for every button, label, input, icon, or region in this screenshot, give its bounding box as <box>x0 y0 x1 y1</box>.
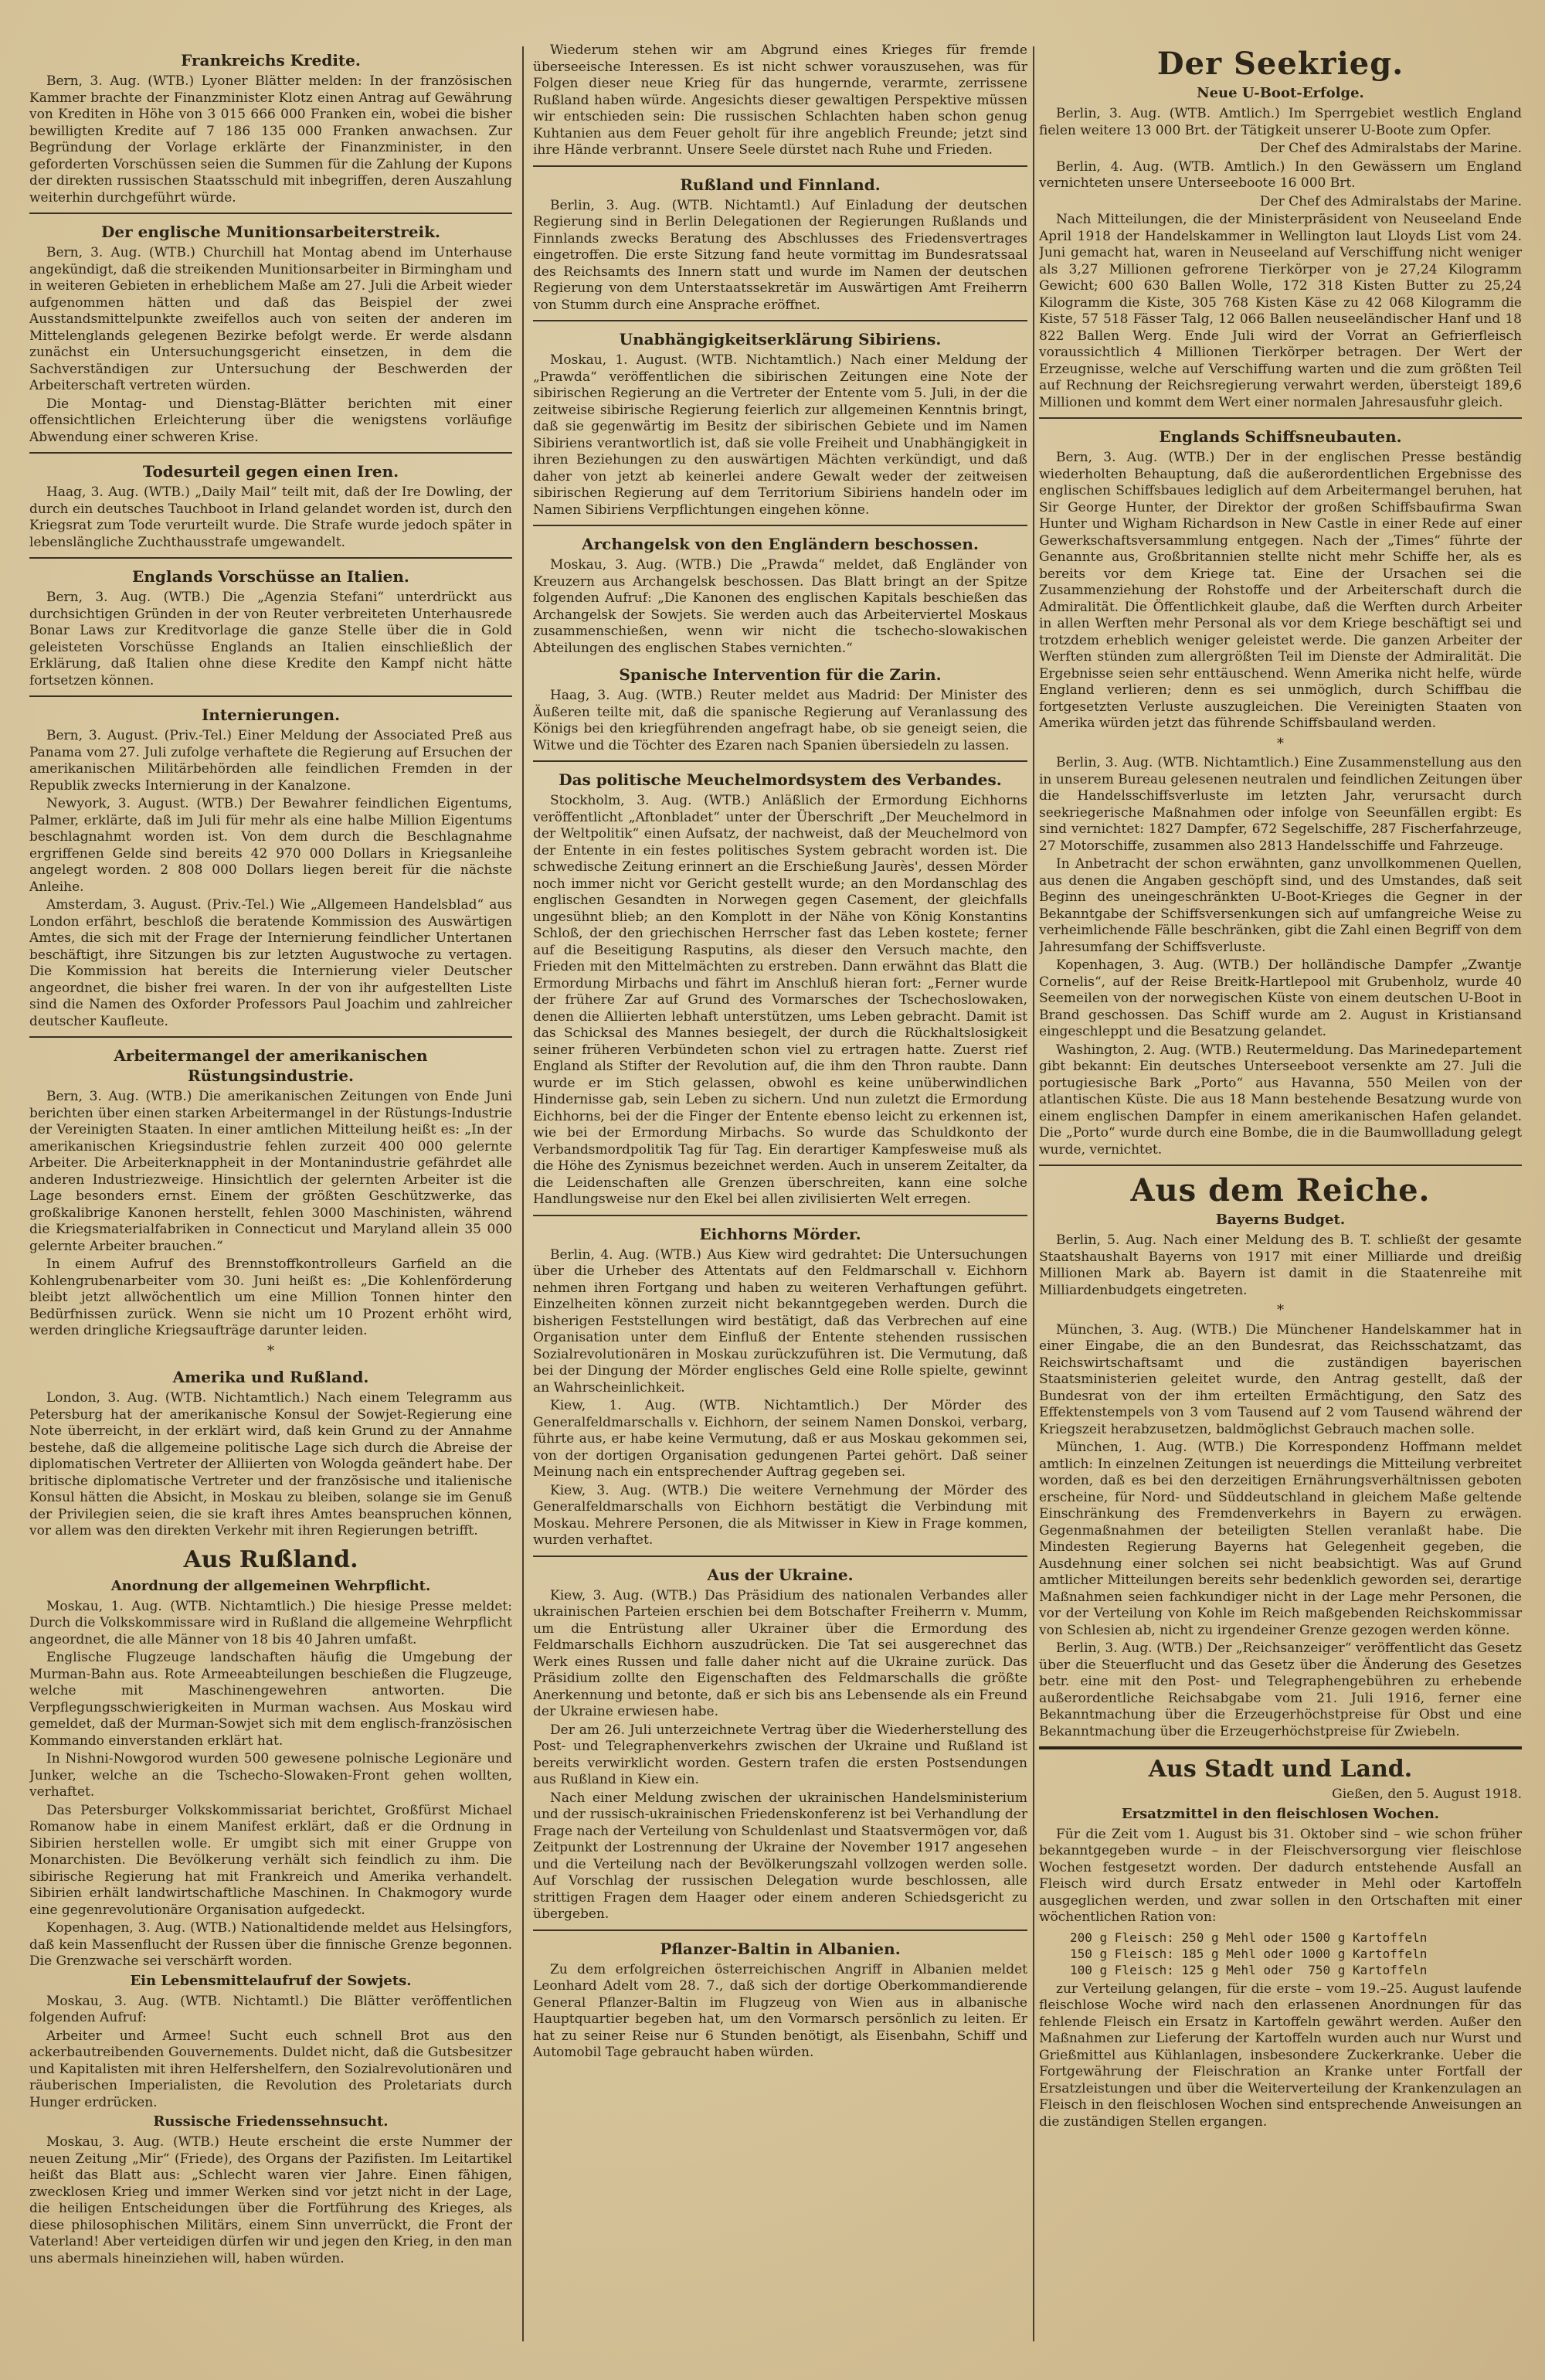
article-text: Englische Flugzeuge landschaften häufig die Umgebung der Murman-Bahn aus. Rote Armeeabteilungen beschießen die Flugzeuge, welche mit Maschinengewehren antworten. Die Verpflegungsschwierigkeiten in Murman wachsen. Aus Moskau wird gemeldet, daß der Murman-Sowjet sich mit dem englisch-französischen Kommando einverstanden erklärt hat. <box>29 1650 512 1749</box>
article-text: Berlin, 3. Aug. (WTB. Amtlich.) Im Sperrgebiet westlich England fielen weitere 13 000 Brt. der Tätigkeit unserer U-Boote zum Opfer. <box>1039 106 1522 138</box>
article-text: Nach Mitteilungen, die der Ministerpräsident von Neuseeland Ende April 1918 der Handelskammer in Wellington laut Lloyds List vom 24. Juni gemacht hat, waren in Neuseeland auf Verschiffung nicht weniger als 3,27 Millionen gefrorene Tierkörper von je 27,24 Kilogramm Gewicht; 600 630 Ballen Wolle, 172 318 Kisten Butter zu 25,24 Kilogramm die Kiste, 305 768 Kisten Käse zu 42 068 Kilogramm die Kiste, 57 518 Fässer Talg, 12 066 Ballen neuseeländischer Hanf und 18 822 Ballen Werg. Ende Juli wird der Vorrat an Gefrierfleisch voraussichtlich 4 Millionen Tierkörper betragen. Der Wert der Erzeugnisse, welche auf Verschiffung warten und die zum größten Teil auf Rechnung der Reichsregierung verwahrt werden, übersteigt 189,6 Millionen und kommt dem Wert einer normalen Jahresausfuhr gleich. <box>1039 212 1522 410</box>
article-text: Berlin, 3. Aug. (WTB. Nichtamtl.) Auf Einladung der deutschen Regierung sind in Berlin Delegationen der Regierungen Rußlands und Finnlands zwecks Beratung des Abschlusses des Friedensvertrages eingetroffen. Die erste Sitzung fand heute vormittag im Bundesratssaal des Reichsamts des Innern statt und wurde im Namen der deutschen Regierung von dem Unterstaatssekretär im Auswärtigen Amt Freiherrn von Stumm durch eine Ansprache eröffnet. <box>533 197 1027 313</box>
divider <box>1039 1164 1522 1166</box>
headline-archangelsk: Archangelsk von den Engländern beschossen. <box>582 535 979 553</box>
divider <box>533 760 1027 762</box>
article-text: Kiew, 1. Aug. (WTB. Nichtamtlich.) Der Mörder des Generalfeldmarschalls v. Eichhorn, der seinem Namen Donskoi, verbarg, führte aus, er habe keine Vermutung, daß er aus Moskau gekommen sei, von der dortigen Organisation gedungenen Partei gehört. Daß seiner Meinung nach ein entsprechender Auftrag gegeben sei. <box>533 1398 1027 1480</box>
column-rule <box>1033 46 1034 2341</box>
divider <box>1039 1746 1522 1749</box>
article-text: Moskau, 3. Aug. (WTB.) Die „Prawda“ meldet, daß Engländer von Kreuzern aus Archangelsk beschossen. Das Blatt bringt an der Spitze folgenden Aufruf: „Die Kanonen des englischen Kapitals beschießen das Archangelsk der Sowjets. Sie werden auch das Arbeiterviertel Moskaus zusammenschießen, wenn wir nicht die tschecho-slowakischen Abteilungen des englischen Stabes vernichten.“ <box>533 557 1027 656</box>
article-text: Bern, 3. August. (Priv.-Tel.) Einer Meldung der Associated Preß aus Panama vom 27. Juli zufolge verhaftete die Regierung auf Ersuchen der amerikanischen Militärbehörden alle feindlichen Fremden in der Republik zwecks Internierung in der Kanalzone. <box>29 728 512 794</box>
article-text: London, 3. Aug. (WTB. Nichtamtlich.) Nach einem Telegramm aus Petersburg hat der amerikanische Konsul der Sowjet-Regierung eine Note überreicht, in der erklärt wird, daß kein Grund zu der Annahme bestehe, daß die allgemeine politische Lage sich durch die Abreise der diplomatischen Vertreter der Alliierten von Wologda geändert habe. Der britische diplomatische Vertreter und der französische und italienische Konsul hätten die Absicht, in Moskau zu bleiben, solange sie im Genuß der Privilegien seien, die sie kraft ihres Amtes beanspruchen können, vor allem was den direkten Verkehr mit ihren Regierungen betrifft. <box>29 1390 512 1538</box>
article-text: Haag, 3. Aug. (WTB.) „Daily Mail“ teilt mit, daß der Ire Dowling, der durch ein deutsches Tauchboot in Irland gelandet worden ist, durch den Kriegsrat zum Tode verurteilt wurde. Die Strafe wurde jedoch später in lebenslängliche Zuchthausstrafe umgewandelt. <box>29 484 512 550</box>
headline-schiffsneubauten: Englands Schiffsneubauten. <box>1159 427 1402 446</box>
article-text: Bern, 3. Aug. (WTB.) Churchill hat Montag abend im Unterhause angekündigt, daß die streikenden Munitionsarbeiter in Birmingham und in weiteren Gebieten in erheblichem Maße am 27. Juli die Arbeit wieder aufgenommen hätten und daß das Beispiel der zwei Ausstandsmittelpunkte zweifellos auch von seiten der anderen im Mittelenglands gelegenen Bezirke befolgt werde. Er werde alsdann zunächst ein Untersuchungsgericht einsetzen, in dem die Sachverständigen zur Untersuchung der Beschwerden der Arbeiterschaft vertreten würden. <box>29 245 512 393</box>
article-text: München, 3. Aug. (WTB.) Die Münchener Handelskammer hat in einer Eingabe, die an den Bundesrat, das Reichsschatzamt, das Reichswirtschaftsamt und die zuständigen bayerischen Staatsministerien geleitet wurde, den Antrag gestellt, daß der Bundesrat von der ihm erteilten Ermächtigung, den Satz des Effektenstempels von 3 vom Tausend auf 2 vom Tausend während der Kriegszeit herabzusetzen, baldmöglichst Gebrauch machen solle. <box>1039 1321 1522 1437</box>
dateline: Gießen, den 5. August 1918. <box>1332 1787 1522 1802</box>
column-rule <box>522 46 524 2341</box>
column-3 <box>1039 42 1522 2349</box>
article-text: Bern, 3. Aug. (WTB.) Lyoner Blätter melden: In der französischen Kammer brachte der Finanzminister Klotz einen Antrag auf Gewährung von Krediten in Höhe von 3 015 666 000 Franken ein, wobei die bisher bewilligten Kredite auf 7 186 135 000 Franken anwachsen. Zur Begründung der Vorlage erklärte der Finanzminister, in den geforderten Vorschüssen seien die Summen für die Zahlung der Kupons der direkten russischen Staatsschuld mit inbegriffen, deren Auszahlung weiterhin durchgeführt würde. <box>29 73 512 206</box>
article-text: Kiew, 3. Aug. (WTB.) Das Präsidium des nationalen Verbandes aller ukrainischen Parteien erschien bei dem Botschafter Freiherrn v. Mumm, um die Entrüstung aller Ukrainer über die Ermordung des Feldmarschalls Eichhorn auszudrücken. Die Tat sei ausgerechnet das Werk eines Russen und falle daher nicht auf die Ukraine zurück. Das Präsidium zollte den Eigenschaften des Feldmarschalls die größte Anerkennung und betonte, daß er sich bis ans Lebensende als ein Freund der Ukraine erwiesen habe. <box>533 1587 1027 1719</box>
subheadline-lebensmittelaufruf: Ein Lebensmittelaufruf der Sowjets. <box>130 1972 412 1989</box>
article-text: Berlin, 4. Aug. (WTB. Amtlich.) In den Gewässern um England vernichteten unsere Unterseeboote 16 000 Brt. <box>1039 158 1522 191</box>
divider <box>533 1930 1027 1931</box>
headline-eichhorns-moerder: Eichhorns Mörder. <box>699 1224 861 1243</box>
signature: Der Chef des Admiralstabs der Marine. <box>1259 141 1522 156</box>
headline-russland-finnland: Rußland und Finnland. <box>680 175 881 194</box>
article-text: Nach einer Meldung zwischen der ukrainischen Handelsministerium und der russisch-ukrainischen Friedenskonferenz ist bei Verhandlung der Frage nach der Verteilung von Schuldenlast und Staatsvermögen vor, daß Zeitpunkt der Lostrennung der Ukraine der November 1917 angesehen und die Verteilung nach der Bevölkerungszahl vollzogen werden solle. Auf Vorschlag der russischen Delegation wurde beschlossen, alle strittigen Fragen dem Haager oder einem anderen Schiedsgericht zu übergeben. <box>533 1790 1027 1922</box>
article-text: Washington, 2. Aug. (WTB.) Reutermeldung. Das Marinedepartement gibt bekannt: Ein deutsches Unterseeboot versenkte am 27. Juli die portugiesische Bark „Porto“ aus Havanna, 550 Meilen von der atlantischen Küste. Die aus 18 Mann bestehende Besatzung wurde von einem englischen Dampfer in einem amerikanischen Hafen gelandet. Die „Porto“ wurde durch eine Bombe, die in die Baumwollladung gelegt wurde, vernichtet. <box>1039 1042 1522 1158</box>
article-text: Bern, 3. Aug. (WTB.) Der in der englischen Presse beständig wiederholten Behauptung, daß die außerordentlichen Ergebnisse des englischen Schiffsbaues lediglich auf dem Arbeitermangel beruhen, hat Sir George Hunter, der Direktor der großen Schiffsbaufirma Swan Hunter und Wigham Richardson in New Castle in einer Rede auf einer Gewerkschaftsversammlung entgegen. Nach der „Times“ führte der Genannte aus, Großbritannien stellte nicht mehr Schiffe her, als es bereits vor dem Kriege tat. Eine der Ursachen sei die Zusammenziehung der Rohstoffe und der Arbeiterschaft durch die Admiralität. Die Öffentlichkeit glaube, daß die Werften durch Arbeiter in allen Werften mehr Personal als vor dem Kriege beschäftigt sei und trotzdem erheblich weniger geleistet werde. Die ganzen Arbeiter der Werften stünden zum allergrößten Teil im Dienste der Admiralität. Die Ergebnisse seien sehr enttäuschend. Wenn Amerika nicht helfe, würde England verlieren; denn es sei unmöglich, durch Schiffbau die fortgesetzten Verluste auszugleichen. Die Vereinigten Staaten von Amerika würden jetzt das führende Schiffsbauland werden. <box>1039 450 1522 731</box>
signature: Der Chef des Admiralstabs der Marine. <box>1259 193 1522 209</box>
article-text: Newyork, 3. August. (WTB.) Der Bewahrer feindlichen Eigentums, Palmer, erklärte, daß im Juli für mehr als eine halbe Million Eigentums beschlagnahmt worden ist. Von dem durch die Beschlagnahme ergriffenen Gelde sind bereits 42 970 000 Dollars in Kriegsanleihe angelegt worden. 2 808 000 Dollars liegen bereit für die nächste Anleihe. <box>29 796 512 895</box>
article-text: Bern, 3. Aug. (WTB.) Die amerikanischen Zeitungen von Ende Juni berichten über einen starken Arbeitermangel in der Rüstungs-Industrie der Vereinigten Staaten. In einer amtlichen Mitteilung heißt es: „In der amerikanischen Kriegsindustrie fehlen zurzeit 400 000 gelernte Arbeiter. Die Arbeiterknappheit in der Montanindustrie gefährdet alle anderen Industriezweige. Hinsichtlich der gelernten Arbeiter ist die Lage besonders ernst. Einem der größten Geschützwerke, das großkalibrige Kanonen herstellt, fehlen 3000 Maschinisten, während die Kriegsmaterialfabriken in Connecticut und Maryland allein 35 000 gelernte Arbeiter brauchen.“ <box>29 1089 512 1254</box>
headline-pflanzer-baltin: Pflanzer-Baltin in Albanien. <box>660 1939 901 1958</box>
article-text: In Anbetracht der schon erwähnten, ganz unvollkommenen Quellen, aus denen die Angaben geschöpft sind, und des Umstandes, daß seit Beginn des uneingeschränkten U-Boot-Krieges die Gegner in der Bekanntgabe der Schiffsversenkungen sich auf umfangreiche Weise zu verheimlichende Fälle beschränken, gibt die Zahl einen Begriff von dem Jahresumfang der Schiffsverluste. <box>1039 856 1522 955</box>
headline-todesurteil: Todesurteil gegen einen Iren. <box>142 462 399 481</box>
article-text: Moskau, 1. Aug. (WTB. Nichtamtlich.) Die hiesige Presse meldet: Durch die Volkskommissare wird in Rußland die allgemeine Wehrpflicht angeordnet, die alle Männer von 18 bis 40 Jahren umfaßt. <box>29 1598 512 1647</box>
ration-table <box>1070 1930 1522 1978</box>
star-separator: * <box>1277 735 1284 752</box>
section-aus-dem-reiche: Aus dem Reiche. <box>1130 1172 1431 1209</box>
ration-row: 100 g Fleisch: 125 g Mehl oder 750 g Kartoffeln <box>1070 1962 1428 1977</box>
article-text: Berlin, 5. Aug. Nach einer Meldung des B. T. schließt der gesamte Staatshaushalt Bayerns von 1917 mit einer Milliarde und dreißig Millionen Mark ab. Bayern ist damit in die Staatenreihe mit Milliardenbudgets eingetreten. <box>1039 1232 1522 1298</box>
article-text: Der am 26. Juli unterzeichnete Vertrag über die Wiederherstellung des Post- und Telegraphenverkehrs zwischen der Ukraine und Rußland ist bereits verwirklicht worden. Gestern trafen die ersten Postsendungen aus Rußland in Kiew ein. <box>533 1722 1027 1787</box>
article-text: Moskau, 3. Aug. (WTB. Nichtamtl.) Die Blätter veröffentlichen folgenden Aufruf: <box>29 1993 512 2025</box>
article-text: Bern, 3. Aug. (WTB.) Die „Agenzia Stefani“ unterdrückt aus durchsichtigen Gründen in der von Reuter verbreiteten Unterhausrede Bonar Laws zur Kreditvorlage die ganze Stelle über die in Gold geleisteten Vorschüsse Englands an Italien einschließlich der Erklärung, daß Italien ohne diese Kredite den Kampf nicht hätte fortsetzen können. <box>29 590 512 688</box>
subheadline-bayerns-budget: Bayerns Budget. <box>1215 1212 1346 1228</box>
article-text: Zu dem erfolgreichen österreichischen Angriff in Albanien meldet Leonhard Adelt vom 28. 7., daß sich der dortige Oberkommandierende General Pflanzer-Baltin im Flugzeug von Wien aus in albanische Hauptquartier begeben hat, um den Vormarsch persönlich zu leiten. Er hat zu seiner Reise nur 6 Stunden benötigt, als Eisenbahn, Schiff und Automobil Tage gebraucht haben würden. <box>533 1961 1027 2060</box>
divider <box>533 1215 1027 1216</box>
headline-ukraine: Aus der Ukraine. <box>707 1565 854 1584</box>
article-text: Berlin, 3. Aug. (WTB. Nichtamtlich.) Eine Zusammenstellung aus den in unserem Bureau gelesenen neutralen und feindlichen Zeitungen über die Handelsschiffsverluste im letzten Jahr, verursacht durch seekriegerische Maßnahmen oder infolge von Seeunfällen ergibt: Es sind vernichtet: 1827 Dampfer, 672 Segelschiffe, 287 Fischerfahrzeuge, 27 Motorschiffe, zusammen also 2813 Handelsschiffe und Fahrzeuge. <box>1039 755 1522 854</box>
headline-vorschuesse-italien: Englands Vorschüsse an Italien. <box>132 567 409 586</box>
divider <box>29 695 512 697</box>
star-separator: * <box>267 1342 274 1359</box>
divider <box>533 1556 1027 1557</box>
subheadline-ersatzmittel: Ersatzmittel in den fleischlosen Wochen. <box>1121 1805 1440 1822</box>
subheadline-u-boot-erfolge: Neue U-Boot-Erfolge. <box>1197 85 1364 101</box>
divider <box>1039 417 1522 419</box>
article-text: München, 1. Aug. (WTB.) Die Korrespondenz Hoffmann meldet amtlich: In einzelnen Zeitungen ist neuerdings die Mitteilung verbreitet worden, daß es bei den derzeitigen Ernährungsverhältnissen geboten erscheine, für Nord- und Süddeutschland in gleichem Maße geltende Einschränkung des Fremdenverkehrs in Bayern zu erwägen. Gegenmaßnahmen der beteiligten Stellen veranlaßt habe. Die Mindesten Regierung Bayerns hat Gelegenheit gegeben, die Ausdehnung einer solchen sei nicht beabsichtigt. Was auf Grund amtlicher Mitteilungen bereits sehr bedenklich geworden sei, derartige Maßnahmen seien fachkundiger nicht in der Lage mehr Personen, die vor der Verteilung von Kohle im Reich maßgebenden Reichskommissar von Schlesien ab, nicht zu irgendeiner Grenze gezogen werden könne. <box>1039 1440 1522 1638</box>
section-stadt-und-land: Aus Stadt und Land. <box>1148 1756 1413 1783</box>
article-text-continued: Wiederum stehen wir am Abgrund eines Krieges für fremde überseeische Interessen. Es ist nicht schwer vorauszusehen, was für Folgen dieser neue Krieg für das hungernde, verarmte, zerrissene Rußland haben würde. Angesichts dieser gewaltigen Perspektive müssen wir entschieden sein: Die russischen Schlachten haben schon genug Kuhtanien aus dem Feuer geholt für ihre angeblich Freunde; jetzt sind ihre Hände verbrannt. Unsere Seele dürstet nach Ruhe und Frieden. <box>533 42 1027 158</box>
ration-row: 150 g Fleisch: 185 g Mehl oder 1000 g Kartoffeln <box>1070 1946 1428 1961</box>
divider <box>29 557 512 559</box>
section-aus-russland: Aus Rußland. <box>183 1545 358 1573</box>
divider <box>29 212 512 214</box>
article-text: Das Petersburger Volkskommissariat berichtet, Großfürst Michael Romanow habe in einem Manifest erklärt, daß er die Ordnung in Sibirien herstellen wolle. Er umgibt sich mit einer Gruppe von Monarchisten. Die Bevölkerung verhält sich feindlich zu ihm. Die sibirische Regierung hat mit Frankreich und Amerika verhandelt. Sibirien erhält landwirtschaftliche Maschinen. In Chakmogory wurde eine gegenrevolutionäre Organisation aufgedeckt. <box>29 1802 512 1918</box>
headline-munitionsarbeiterstreik: Der englische Munitionsarbeiterstreik. <box>101 223 440 241</box>
headline-arbeitermangel: Arbeitermangel der amerikanischen Rüstungsindustrie. <box>114 1046 428 1085</box>
article-text: Arbeiter und Armee! Sucht euch schnell Brot aus den ackerbautreibenden Gouvernements. Duldet nicht, daß die Gutsbesitzer und Kapitalisten mit ihren Helfershelfern, den Sozialrevolutionären und räuberischen Imperialisten, die Revolution des Proletariats durch Hunger erdrücken. <box>29 2028 512 2110</box>
headline-sibirien: Unabhängigkeitserklärung Sibiriens. <box>619 330 942 348</box>
headline-frankreichs-kredite: Frankreichs Kredite. <box>181 51 361 70</box>
headline-spanische-intervention: Spanische Intervention für die Zarin. <box>619 665 942 684</box>
article-text: Moskau, 1. August. (WTB. Nichtamtlich.) Nach einer Meldung der „Prawda“ veröffentlichen die sibirischen Zeitungen eine Note der sibirischen Regierung an die Vertreter der Entente vom 5. Juli, in der die zeitweise sibirische Regierung feierlich zur allgemeinen Kenntnis bringt, daß sie gegenwärtig im Besitz der sibirischen Gebiete und im Namen Sibiriens verantwortlich ist, daß sie volle Freiheit und Unabhängigkeit in ihren Beziehungen zu den auswärtigen Mächten verkündigt, und daß daher von jetzt ab keinerlei andere Gewalt weder der zeitweisen sibirischen Regierung auf dem Territorium Sibiriens handeln oder im Namen Sibiriens Verpflichtungen eingehen könne. <box>533 352 1027 518</box>
divider <box>533 525 1027 526</box>
star-separator: * <box>1277 1302 1284 1318</box>
article-text: Berlin, 4. Aug. (WTB.) Aus Kiew wird gedrahtet: Die Untersuchungen über die Urheber des Attentats auf den Feldmarschall v. Eichhorn nehmen ihren Fortgang und haben zu weiteren Verhaftungen geführt. Einzelheiten können zurzeit nicht bekanntgegeben werden. Durch die bisherigen Feststellungen wird bestätigt, daß das Verbrechen auf eine Organisation unter dem Einfluß der Entente stehenden russischen Sozialrevolutionären in Moskau zurückzuführen ist. Die Vermutung, daß bei der Dingung der Mörder englisches Geld eine Rolle spielte, gewinnt an Wahrscheinlichkeit. <box>533 1246 1027 1396</box>
subheadline-friedenssehnsucht: Russische Friedenssehnsucht. <box>153 2113 389 2130</box>
divider <box>29 1036 512 1038</box>
article-text: Stockholm, 3. Aug. (WTB.) Anläßlich der Ermordung Eichhorns veröffentlicht „Aftonbladet“ unter der Überschrift „Der Meuchelmord in der Weltpolitik“ einen Aufsatz, der nachweist, daß der Meuchelmord von der Entente in ein festes politisches System gebracht worden ist. Die schwedische Zeitung erinnert an die Erschießung Jaurès', dessen Mörder noch immer nicht vor Gericht gestellt wurde; an den Mordanschlag des englischen Gesandten in Norwegen gegen Casement, der gleichfalls ungesühnt blieb; an den Komplott in der Nähe von König Konstantins Schloß, der den griechischen Herrscher fast das Leben kostete; ferner auf die Beseitigung Rasputins, als dieser den Versuch machte, den Frieden mit den Mittelmächten zu erstreben. Dann erwähnt das Blatt die Ermordung Mirbachs und fährt im Anschluß hieran fort: „Ferner wurde der frühere Zar auf Grund des Vormarsches der Tschechoslowaken, denen die Alliierten lebhaft unterstützen, ums Leben gebracht. Damit ist das Schicksal des Mannes besiegelt, der durch die Rückhaltslosigkeit seiner früheren Verbündeten schon viel zu ertragen hatte. Zuerst rief England als Stifter der Revolution auf, die ihm den Thron raubte. Dann wurde er im Stich gelassen, obwohl es keine unüberwindlichen Hindernisse gab, sein Leben zu sichern. Und nun zuletzt die Ermordung Eichhorns, bei der die Finger der Entente ebenso leicht zu erkennen ist, wie bei der Ermordung Mirbachs. So wurde das Schuldkonto der Verbandsmordpolitik Tag für Tag. Ein derartiger Kampfesweise muß als die Höhe des Zynismus bezeichnet werden. Auch in unserem Zeitalter, da die Leidenschaften alle Grenzen überschreiten, kann eine solche Handlungsweise nur den Ekel bei allen zivilisierten Welt erregen. <box>533 793 1027 1207</box>
headline-internierungen: Internierungen. <box>201 706 341 724</box>
article-text: In Nishni-Nowgorod wurden 500 gewesene polnische Legionäre und Junker, welche an die Tschecho-Slowaken-Front gehen wollten, verhaftet. <box>29 1751 512 1800</box>
article-text: zur Verteilung gelangen, für die erste – vom 19.–25. August laufende fleischlose Woche wird nach den erlassenen Anordnungen für das fehlende Fleisch ein Ersatz in Kartoffeln gewährt werden. Außer den Maßnahmen zur Lieferung der Kartoffeln wurden auch nur Wurst und Grießmittel aus Kühlanlagen, insbesondere Zuckerkranke. Ueber die Fortgewährung der Fleischration an Kranke unter Fortfall der Ersatzleistungen und über die Weiterverteilung der Krankenzulagen an Fleisch in den fleischlosen Wochen sind entsprechende Anweisungen an die zuständigen Stellen ergangen. <box>1039 1980 1522 2130</box>
article-text: Moskau, 3. Aug. (WTB.) Heute erscheint die erste Nummer der neuen Zeitung „Mir“ (Friede), des Organs der Pazifisten. Im Leitartikel heißt das Blatt aus: „Schlecht waren vier Jahre. Einen fähigen, zwecklosen Krieg und immer Werken sind vor jetzt nicht in der Lage, die heiligen Entscheidungen über die Fortführung des Krieges, als diese philosophischen Militärs, einem Sinn unverrückt, die Front der Vaterland! Aber verteidigen dürfen wir und jegen den Krieg, in den man uns abermals hineinziehen will, haben würden. <box>29 2134 512 2266</box>
subheadline-wehrpflicht: Anordnung der allgemeinen Wehrpflicht. <box>110 1577 431 1594</box>
headline-meuchelmordsystem: Das politische Meuchelmordsystem des Verbandes. <box>559 770 1002 789</box>
article-text: Für die Zeit vom 1. August bis 31. Oktober sind – wie schon früher bekanntgegeben wurde – in der Fleischversorgung vier fleischlose Wochen festgesetzt worden. Der dadurch entstehende Ausfall an Fleisch wird durch Ersatz entweder in Mehl oder Kartoffeln ausgeglichen werden, und zwar sollen in den Ortschaften mit einer wöchentlichen Ration von: <box>1039 1826 1522 1925</box>
column-2 <box>533 42 1027 2349</box>
article-text: Amsterdam, 3. August. (Priv.-Tel.) Wie „Allgemeen Handelsblad“ aus London erfährt, beschloß die beratende Kommission des Auswärtigen Amtes, die sich mit der Frage der Internierung feindlicher Untertanen beschäftigt, ihre Sitzungen bis zur letzten Augustwoche zu vertagen. Die Kommission hat bereits die Internierung vieler Deutscher angeordnet, die bisher frei waren. In der von ihr aufgestellten Liste sind die Namen des Oxforder Professors Paul Joachim und zahlreicher deutscher Kaufleute. <box>29 897 512 1029</box>
article-text: Haag, 3. Aug. (WTB.) Reuter meldet aus Madrid: Der Minister des Äußeren teilte mit, daß die spanische Regierung auf Veranlassung des Königs bei den kriegführenden angefragt habe, ob sie geneigt seien, die Witwe und die Töchter des Ezaren nach Spanien übersiedeln zu lassen. <box>533 688 1027 753</box>
headline-amerika-russland: Amerika und Rußland. <box>172 1368 369 1386</box>
article-text: Kopenhagen, 3. Aug. (WTB.) Der holländische Dampfer „Zwantje Cornelis“, auf der Reise Breitk-Hartlepool mit Grubenholz, wurde 40 Seemeilen von der norwegischen Küste von einem deutschen U-Boot in Brand geschossen. Das Schiff wurde am 2. August in Kristiansand eingeschleppt und die Besatzung gelandet. <box>1039 957 1522 1039</box>
ration-row: 200 g Fleisch: 250 g Mehl oder 1500 g Kartoffeln <box>1070 1930 1428 1945</box>
article-text: Die Montag- und Dienstag-Blätter berichten mit einer offensichtlichen Erleichterung über die wenigstens vorläufige Abwendung einer schweren Krise. <box>29 396 512 445</box>
divider <box>29 452 512 454</box>
article-text: Berlin, 3. Aug. (WTB.) Der „Reichsanzeiger“ veröffentlicht das Gesetz über die Steuerflucht und das Gesetz über die Änderung des Gesetzes betr. eine mit den Post- und Telegraphengebühren zu erhebende außerordentliche Reichsabgabe vom 21. Juli 1916, ferner eine Bekanntmachung über die Erzeugerhöchstpreise für Obst und eine Bekanntmachung über die Erzeugerhöchstpreise für Zwiebeln. <box>1039 1640 1522 1739</box>
article-text: Kopenhagen, 3. Aug. (WTB.) Nationaltidende meldet aus Helsingfors, daß kein Massenflucht der Russen über die finnische Grenze begonnen. Die Grenzwache sei verschärft worden. <box>29 1920 512 1969</box>
divider <box>533 165 1027 167</box>
article-text: Kiew, 3. Aug. (WTB.) Die weitere Vernehmung der Mörder des Generalfeldmarschalls von Eichhorn bestätigt die Verbindung mit Moskau. Mehrere Personen, die als Mitwisser in Kiew in Frage kommen, wurden verhaftet. <box>533 1482 1027 1548</box>
column-1 <box>29 42 512 2349</box>
article-text: In einem Aufruf des Brennstoffkontrolleurs Garfield an die Kohlengrubenarbeiter vom 30. Juni heißt es: „Die Kohlenförderung bleibt jetzt allwöchentlich um eine Million Tonnen hinter den Bedürfnissen zurück. Wenn sie nicht um 10 Prozent erhöht wird, werden dringliche Kriegsaufträge darunter leiden. <box>29 1256 512 1338</box>
section-seekrieg: Der Seekrieg. <box>1156 46 1404 82</box>
divider <box>533 320 1027 321</box>
